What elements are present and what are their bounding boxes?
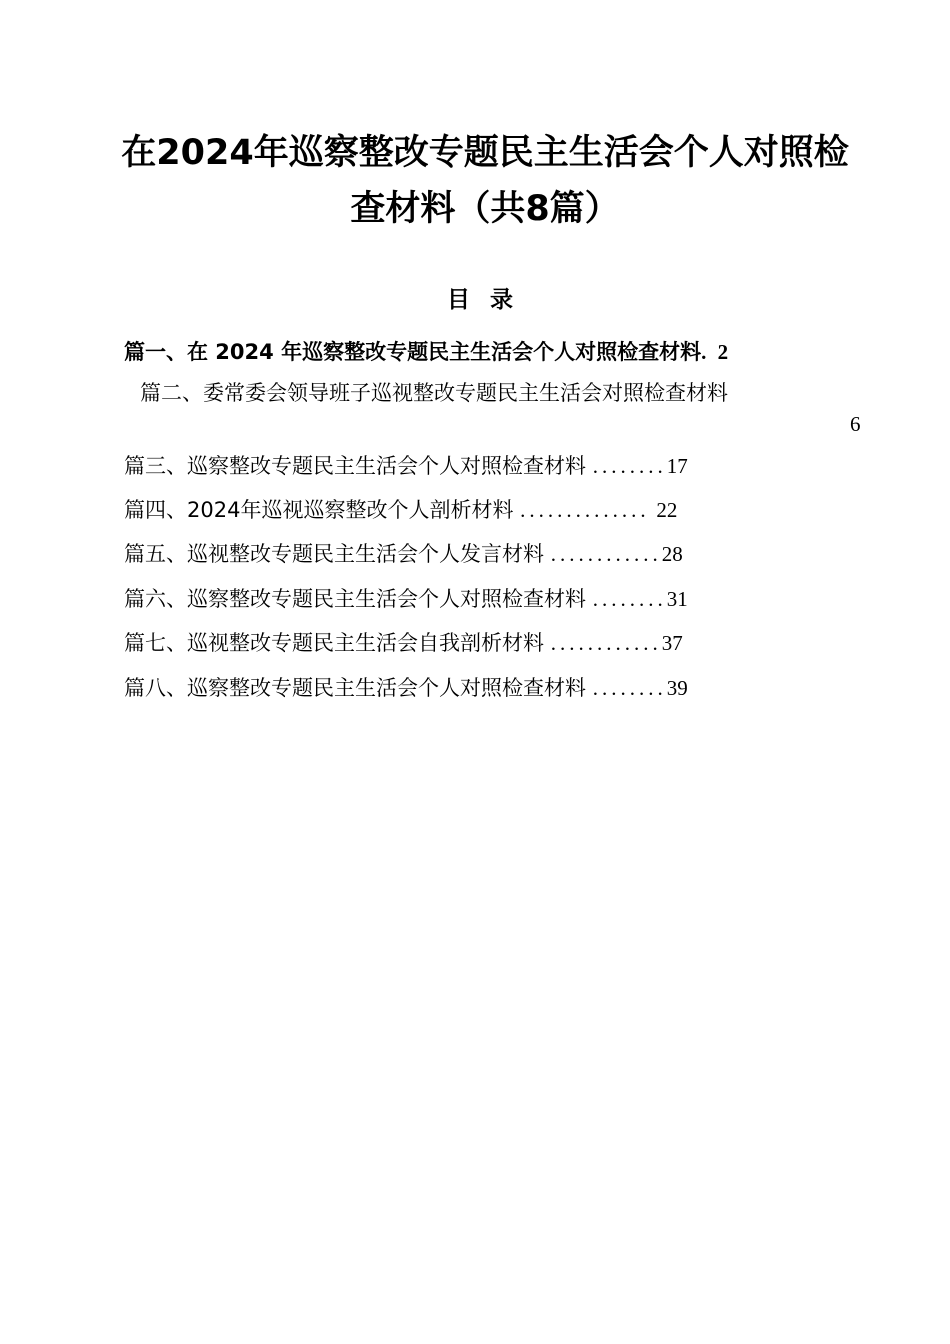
toc-entry-title: 篇二、委常委会领导班子巡视整改专题民主生活会对照检查材料 xyxy=(140,381,728,405)
toc-heading: 目录 xyxy=(447,287,533,313)
toc-entry-title: 篇一、在 2024 年巡察整改专题民主生活会个人对照检查材料 xyxy=(124,340,702,364)
toc-entry-leader: ........ xyxy=(592,454,667,478)
toc-entry[interactable] xyxy=(124,494,677,526)
document-title-line-1: 在2024年巡察整改专题民主生活会个人对照检 xyxy=(121,133,849,173)
toc-entry-title: 篇三、巡察整改专题民主生活会个人对照检查材料 xyxy=(124,454,586,478)
toc-entry-page: 28 xyxy=(661,542,683,566)
toc-entry-leader: ........ xyxy=(592,676,667,700)
toc-entry-leader: . xyxy=(701,340,711,364)
toc-entry[interactable] xyxy=(124,627,683,659)
toc-entry-page: 17 xyxy=(666,454,688,478)
toc-entry[interactable] xyxy=(124,583,688,615)
toc-entry-leader: ............ xyxy=(550,542,662,566)
toc-entry-page[interactable]: 6 xyxy=(850,412,861,436)
toc-entry[interactable] xyxy=(124,336,728,368)
toc-entry-page: 22 xyxy=(656,498,678,522)
toc-entry-leader: .............. xyxy=(520,498,650,522)
toc-entry[interactable] xyxy=(124,450,688,482)
toc-entry[interactable] xyxy=(124,672,688,704)
toc-entry-leader: ............ xyxy=(550,631,662,655)
toc-entry-title: 篇八、巡察整改专题民主生活会个人对照检查材料 xyxy=(124,676,586,700)
toc-entry-page: 37 xyxy=(661,631,683,655)
document-title-line-2: 查材料（共8篇） xyxy=(350,189,620,229)
toc-entry-page: 2 xyxy=(717,340,729,364)
toc-entry-title: 篇六、巡察整改专题民主生活会个人对照检查材料 xyxy=(124,587,586,611)
toc-entry-page: 31 xyxy=(666,587,688,611)
toc-entry-title: 篇七、巡视整改专题民主生活会自我剖析材料 xyxy=(124,631,544,655)
toc-entry[interactable] xyxy=(124,538,683,570)
toc-entry-title: 篇四、2024年巡视巡察整改个人剖析材料 xyxy=(124,498,514,522)
toc-entry-title: 篇五、巡视整改专题民主生活会个人发言材料 xyxy=(124,542,544,566)
toc-entry[interactable] xyxy=(140,377,728,409)
toc-entry-page: 39 xyxy=(666,676,688,700)
toc-entry-leader: ........ xyxy=(592,587,667,611)
